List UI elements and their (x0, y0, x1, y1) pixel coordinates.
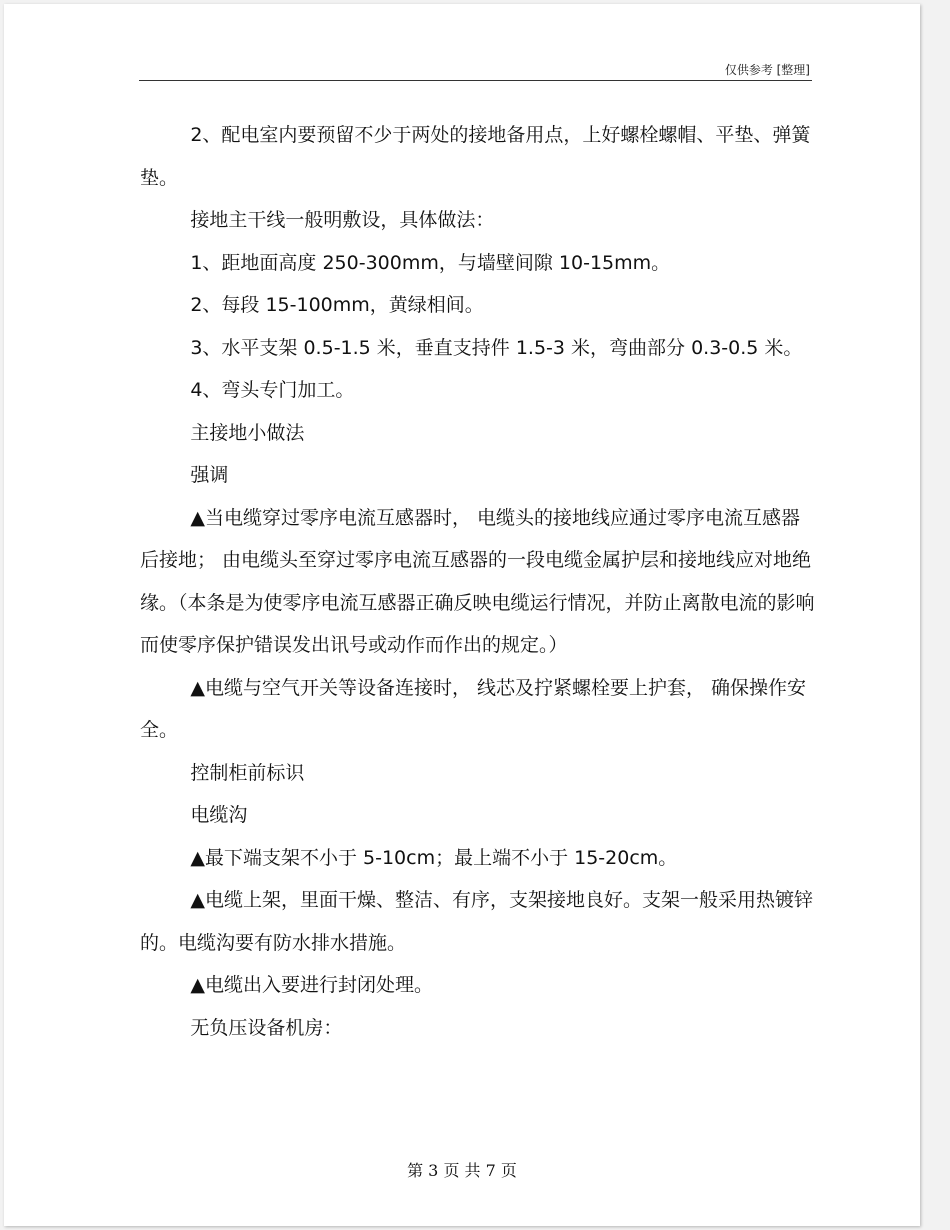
paragraph: 1、距地面高度 250-300mm，与墙壁间隙 10-15mm。 (190, 251, 671, 274)
paragraph: ▲最下端支架不小于 5-10cm；最上端不小于 15-20cm。 (190, 846, 678, 869)
paragraph: 2、配电室内要预留不少于两处的接地备用点，上好螺栓螺帽、平垫、弹簧垫。 (140, 124, 811, 189)
section-heading: 控制柜前标识 (190, 761, 305, 784)
document-body (140, 114, 815, 1049)
document-page (4, 4, 920, 1226)
paragraph: 接地主干线一般明敷设，具体做法： (190, 209, 495, 231)
paragraph: ▲电缆与空气开关等设备连接时， 线芯及拧紧螺栓要上护套， 确保操作安全。 (140, 676, 807, 741)
header-rule (139, 80, 812, 81)
paragraph: ▲电缆出入要进行封闭处理。 (190, 974, 433, 996)
section-heading: 主接地小做法 (190, 421, 305, 444)
section-heading: 无负压设备机房： (190, 1016, 343, 1039)
paragraph: ▲当电缆穿过零序电流互感器时， 电缆头的接地线应通过零序电流互感器后接地； 由电缆头至穿过零序电流互感器的一段电缆金属护层和接地线应对地绝缘。（本条是为使零序电流互感器正确反映电缆运行情况，并防止离散电流的影响而使零序保护错误发出讯号或动作而作出的规定。） (140, 506, 815, 656)
paragraph: 3、水平支架 0.5-1.5 米，垂直支持件 1.5-3 米，弯曲部分 0.3-0.5 米。 (190, 336, 803, 359)
paragraph: 4、弯头专门加工。 (190, 379, 355, 401)
page-number: 第 3 页 共 7 页 (407, 1161, 517, 1180)
section-heading: 电缆沟 (190, 804, 248, 826)
paragraph: 2、每段 15-100mm，黄绿相间。 (190, 294, 484, 316)
paragraph: ▲电缆上架，里面干燥、整洁、有序，支架接地良好。支架一般采用热镀锌的。电缆沟要有防水排水措施。 (140, 889, 813, 954)
header-note: 仅供参考 [整理] (724, 63, 810, 77)
section-heading: 强调 (190, 464, 229, 486)
